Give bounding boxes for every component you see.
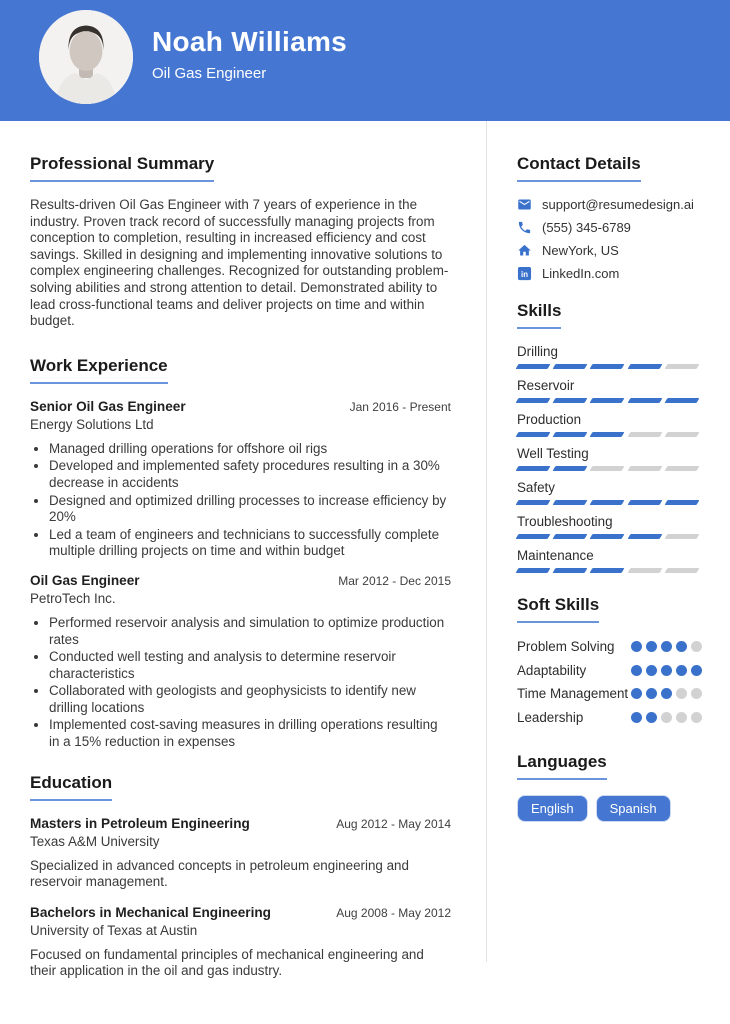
job-bullets [30,441,451,560]
skill-level-bar [517,466,698,471]
left-column [0,121,487,979]
svg-text:in: in [521,269,528,279]
degree-school: University of Texas at Austin [30,922,198,938]
degree-entry [30,905,451,980]
soft-skill-dot-filled [646,665,657,676]
soft-skill-dot-filled [661,641,672,652]
summary-heading: Professional Summary [30,154,214,182]
skill-segment-empty [627,568,662,573]
linkedin-icon [517,266,532,281]
education-section [30,773,451,980]
skill-segment-filled [664,398,699,403]
skill-name: Troubleshooting [517,514,613,529]
skill-segment-empty [590,466,625,471]
skill-segment-filled [553,432,588,437]
soft-skill-item [517,662,702,680]
skill-segment-filled [590,568,625,573]
skill-segment-empty [664,568,699,573]
skill-segment-filled [516,534,551,539]
job-title: Oil Gas Engineer [30,572,140,588]
skill-segment-filled [627,534,662,539]
soft-skill-dot-filled [631,665,642,676]
soft-skill-dot-empty [676,688,687,699]
soft-skill-dots [631,638,702,652]
soft-skill-name: Time Management [517,686,629,701]
soft-skill-dots [631,662,702,676]
skill-name: Well Testing [517,446,589,461]
languages-section [517,752,702,822]
jobs-list [30,399,451,751]
skill-segment-empty [664,466,699,471]
summary-section [30,154,451,330]
soft-skill-dot-filled [631,641,642,652]
soft-skill-dot-filled [661,688,672,699]
skill-item [517,446,702,471]
skill-segment-filled [553,534,588,539]
skills-list [517,344,702,573]
soft-skill-dot-empty [691,712,702,723]
skill-level-bar [517,432,698,437]
language-badges [517,795,702,822]
skill-segment-filled [516,568,551,573]
soft-skill-dot-filled [631,712,642,723]
soft-skill-name: Adaptability [517,662,587,678]
home-icon [517,243,532,258]
skill-name: Production [517,412,582,427]
job-dates: Jan 2016 - Present [349,399,451,414]
skill-segment-filled [664,500,699,505]
soft-skill-dots [631,685,702,699]
degree-description: Focused on fundamental principles of mechanical engineering and their application in the oil and gas industry. [30,946,424,979]
email-icon [517,197,532,212]
skill-item [517,514,702,539]
skills-heading: Skills [517,301,561,329]
soft-skill-dot-filled [646,712,657,723]
skill-item [517,412,702,437]
soft-skill-name: Leadership [517,709,584,725]
soft-skill-name: Problem Solving [517,639,615,654]
soft-skill-dot-filled [646,688,657,699]
skill-segment-empty [627,466,662,471]
skills-section [517,301,702,573]
phone-icon [517,220,532,235]
job-bullet: • Designed and optimized drilling processes to increase efficiency by 20% [49,493,451,526]
skill-segment-empty [664,432,699,437]
degree-title: Masters in Petroleum Engineering [30,815,250,831]
contact-section [517,154,702,281]
degree-description: Specialized in advanced concepts in petroleum engineering and reservoir management. [30,857,409,890]
soft-skill-item [517,638,702,656]
skill-segment-filled [627,500,662,505]
skill-name: Reservoir [517,378,575,393]
skill-segment-filled [553,500,588,505]
main-content [0,121,730,979]
person-name: Noah Williams [152,26,348,57]
job-entry [30,399,451,560]
skill-segment-filled [590,432,625,437]
skill-level-bar [517,398,698,403]
soft-skill-item [517,709,702,727]
job-bullets [30,615,451,751]
degrees-list [30,816,451,980]
skill-level-bar [517,568,698,573]
contact-linkedin-text: LinkedIn.com [542,266,620,281]
languages-heading: Languages [517,752,607,780]
skill-name: Safety [517,480,555,495]
contact-heading: Contact Details [517,154,641,182]
skill-item [517,344,702,369]
job-bullet: • Implemented cost-saving measures in drilling operations resulting in a 15% reduction in expenses [49,717,451,750]
contact-item-location[interactable] [517,243,702,258]
skill-item [517,378,702,403]
soft-skill-dot-empty [661,712,672,723]
skill-segment-filled [627,398,662,403]
skill-segment-filled [516,500,551,505]
contact-item-phone[interactable] [517,220,702,235]
skill-name: Maintenance [517,548,594,563]
skill-segment-filled [553,568,588,573]
skill-segment-filled [590,364,625,369]
skill-item [517,480,702,505]
language-badge: English [517,795,588,822]
job-company: Energy Solutions Ltd [30,416,154,432]
soft-skill-dot-filled [691,665,702,676]
skill-segment-filled [553,398,588,403]
experience-section [30,356,451,751]
skill-segment-empty [664,534,699,539]
soft-skill-dot-filled [676,665,687,676]
soft-skill-dots [631,709,702,723]
skill-segment-filled [590,534,625,539]
degree-entry [30,816,451,891]
profile-photo-placeholder [39,10,133,104]
job-bullet: • Collaborated with geologists and geophysicists to identify new drilling locations [49,683,451,716]
contact-phone-text: (555) 345-6789 [542,220,631,235]
soft-skill-dot-filled [661,665,672,676]
soft-skill-dot-empty [691,641,702,652]
right-sidebar [487,121,730,962]
job-bullet: • Developed and implemented safety procedures resulting in a 30% decrease in accidents [49,458,451,491]
degree-school: Texas A&M University [30,833,160,849]
degree-dates: Aug 2008 - May 2012 [336,905,451,920]
job-bullet: • Managed drilling operations for offshore oil rigs [49,441,451,458]
skill-segment-filled [516,364,551,369]
soft-skills-list [517,638,702,726]
soft-skills-section [517,595,702,726]
contact-item-linkedin[interactable] [517,266,702,281]
skill-segment-empty [664,364,699,369]
job-dates: Mar 2012 - Dec 2015 [338,573,451,588]
skill-segment-empty [627,432,662,437]
skill-name: Drilling [517,344,558,359]
skill-segment-filled [553,364,588,369]
job-entry [30,573,451,751]
contact-email-text: support@resumedesign.ai [542,197,694,212]
soft-skills-heading: Soft Skills [517,595,599,623]
soft-skill-dot-filled [646,641,657,652]
skill-segment-filled [516,466,551,471]
skill-segment-filled [516,398,551,403]
skill-segment-filled [590,500,625,505]
job-bullet: • Performed reservoir analysis and simulation to optimize production rates [49,615,451,648]
header-identity [152,26,347,82]
skill-level-bar [517,534,698,539]
skill-segment-filled [553,466,588,471]
skill-segment-filled [590,398,625,403]
soft-skill-dot-empty [676,712,687,723]
skill-level-bar [517,500,698,505]
degree-dates: Aug 2012 - May 2014 [336,816,451,831]
soft-skill-dot-filled [676,641,687,652]
job-bullet: • Conducted well testing and analysis to determine reservoir characteristics [49,649,451,682]
soft-skill-item [517,685,702,703]
soft-skill-dot-empty [691,688,702,699]
soft-skill-dot-filled [631,688,642,699]
education-heading: Education [30,773,112,801]
job-bullet: • Led a team of engineers and technicians to successfully complete multiple drilling projects on time and within budget [49,527,451,560]
person-job-title: Oil Gas Engineer [152,65,267,82]
degree-title: Bachelors in Mechanical Engineering [30,904,271,920]
job-company: PetroTech Inc. [30,590,116,606]
contact-item-email[interactable] [517,197,702,212]
summary-text: Results-driven Oil Gas Engineer with 7 years of experience in the industry. Proven track record of successfully managing projects from conception to completion, resulting in increased efficiency and cost savings. Skilled in designing and implementing innovative solutions to complex engineering challenges. Recognized for outstanding problem-solving abilities and strong attention to detail. Demonstrated ability to lead cross-functional teams and deliver projects on time and within budget. [30,197,449,329]
contact-location-text: NewYork, US [542,243,619,258]
profile-photo [39,10,133,104]
skill-segment-filled [627,364,662,369]
experience-heading: Work Experience [30,356,168,384]
header-banner [0,0,730,121]
skill-level-bar [517,364,698,369]
skill-item [517,548,702,573]
job-title: Senior Oil Gas Engineer [30,398,186,414]
language-badge: Spanish [596,795,671,822]
skill-segment-filled [516,432,551,437]
